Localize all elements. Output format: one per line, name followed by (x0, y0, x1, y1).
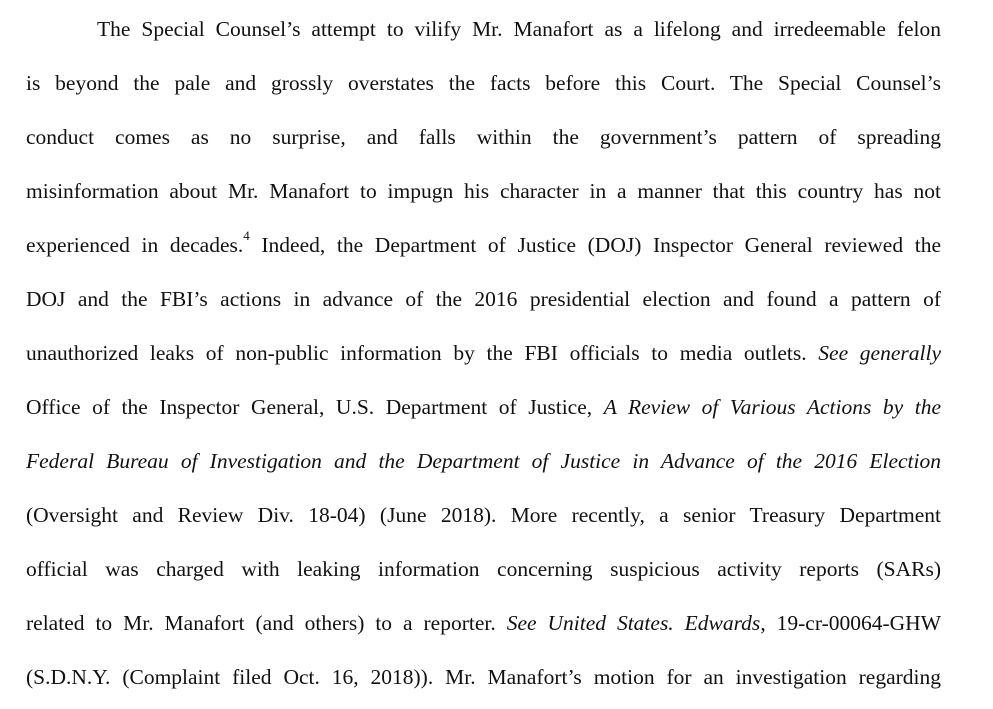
citation-signal: See generally (818, 341, 941, 365)
text-line-12: related to Mr. Manafort (and others) to a reporter. See United States. Edwards, 19-cr-00064-GHW (26, 611, 941, 635)
text-line-13: (S.D.N.Y. (Complaint filed Oct. 16, 2018)). Mr. Manafort’s motion for an investigation regarding (26, 665, 941, 689)
footnote-marker: 4 (243, 228, 250, 243)
text-line-9 (26, 446, 941, 476)
text-line-8: Office of the Inspector General, U.S. Department of Justice, A Review of Various Actions by the (26, 395, 941, 419)
text-line-5: experienced in decades.$^4$ Indeed, the Department of Justice (DOJ) Inspector General reviewed the (26, 228, 942, 257)
report-title-continued: Federal Bureau of Investigation and the Department of Justice in Advance of the 2016 Election (26, 449, 941, 473)
text-line-4: misinformation about Mr. Manafort to impugn his character in a manner that this country has not (26, 179, 941, 203)
text-line-10: (Oversight and Review Div. 18-04) (June 2018). More recently, a senior Treasury Department (26, 503, 941, 527)
text-line-7: unauthorized leaks of non-public information by the FBI officials to media outlets. See generally (26, 341, 941, 365)
text-line-6: DOJ and the FBI’s actions in advance of the 2016 presidential election and found a pattern of (26, 287, 941, 311)
text-line-3: conduct comes as no surprise, and falls within the government’s pattern of spreading (26, 125, 941, 149)
case-citation: See United States. Edwards (506, 611, 761, 635)
text-line-1: The Special Counsel’s attempt to vilify Mr. Manafort as a lifelong and irredeemable felon (97, 17, 941, 41)
text-line-11: official was charged with leaking information concerning suspicious activity reports (SARs) (26, 557, 941, 581)
text-line-2: is beyond the pale and grossly overstates the facts before this Court. The Special Counsel’s (26, 71, 941, 95)
report-title: A Review of Various Actions by the (603, 395, 941, 419)
